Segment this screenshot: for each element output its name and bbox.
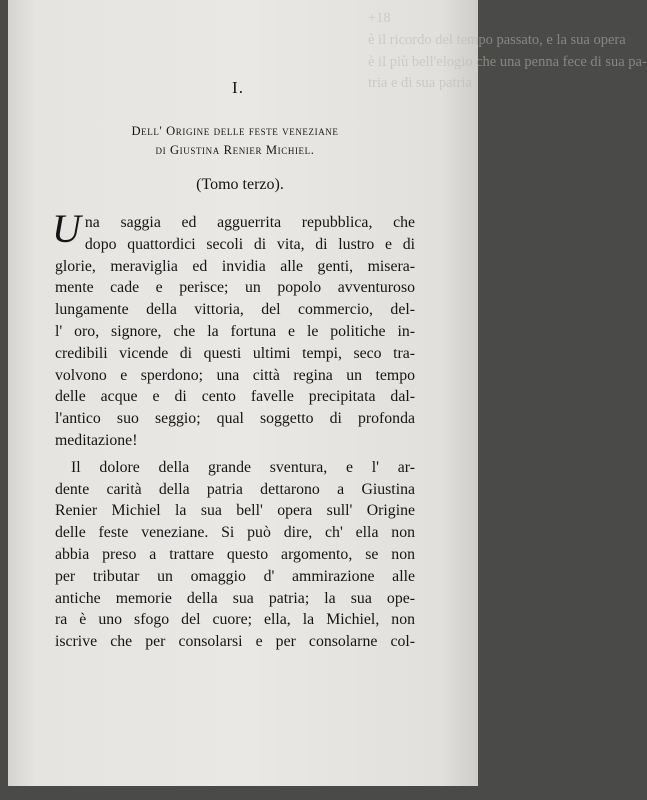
page-content xyxy=(52,78,415,653)
text-line: antiche memorie della sua patria; la sua ope- xyxy=(55,589,415,607)
text-line: l' oro, signore, che la fortuna e le politiche in- xyxy=(55,322,415,340)
chapter-heading-line: Dell' Origine delle feste veneziane xyxy=(131,124,339,138)
show-through-line: è il ricordo del tempo passato, e la sua opera xyxy=(368,31,626,48)
chapter-heading-line: di Giustina Renier Michiel. xyxy=(155,143,315,157)
text-line: dente carità della patria dettarono a Giustina xyxy=(55,480,415,498)
text-line: credibili vicende di questi ultimi tempi, seco tra- xyxy=(55,344,415,362)
show-through-line: tria e di sua patria xyxy=(368,75,472,92)
text-line: per tributar un omaggio d' ammirazione alle xyxy=(55,567,415,585)
body-text xyxy=(52,206,415,653)
text-line: glorie, meraviglia ed invidia alle genti, misera- xyxy=(55,257,415,275)
text-line: volvono e sperdono; una città regina un tempo xyxy=(55,366,415,384)
text-line: abbia preso a trattare questo argomento, se non xyxy=(55,545,415,563)
chapter-heading xyxy=(55,122,415,160)
volume-reference: (Tomo terzo). xyxy=(196,176,284,193)
paragraph-1 xyxy=(52,206,415,452)
text-line: meditazione! xyxy=(55,431,138,449)
show-through-line: +18 xyxy=(368,10,391,26)
text-line: ra è uno sfogo del cuore; ella, la Michiel, non xyxy=(55,611,415,629)
text-line: Renier Michiel la sua bell' opera sull' Origine xyxy=(55,502,415,520)
show-through-line: è il più bell'elogio che una penna fece di sua pa- xyxy=(368,53,647,70)
book-page xyxy=(8,0,647,786)
text-line: Il dolore della grande sventura, e l' ar- xyxy=(71,458,415,476)
chapter-numeral: I. xyxy=(232,78,244,97)
text-line: delle acque e di cento favelle precipitata dal- xyxy=(55,388,415,406)
text-line: mente cade e perisce; un popolo avventuroso xyxy=(55,279,415,297)
text-line: delle feste veneziane. Si può dire, ch' ella non xyxy=(55,524,415,542)
text-line: l'antico suo seggio; qual soggetto di profonda xyxy=(55,410,415,428)
text-line: na saggia ed agguerrita repubblica, che xyxy=(84,214,415,231)
paragraph-2 xyxy=(55,457,415,653)
text-line: dopo quattordici secoli di vita, di lustro e di xyxy=(84,235,415,253)
text-line: iscrive che per consolarsi e per consolarne col- xyxy=(55,633,415,651)
text-line: lungamente della vittoria, del commercio, del- xyxy=(55,301,415,319)
drop-cap: U xyxy=(52,206,81,251)
